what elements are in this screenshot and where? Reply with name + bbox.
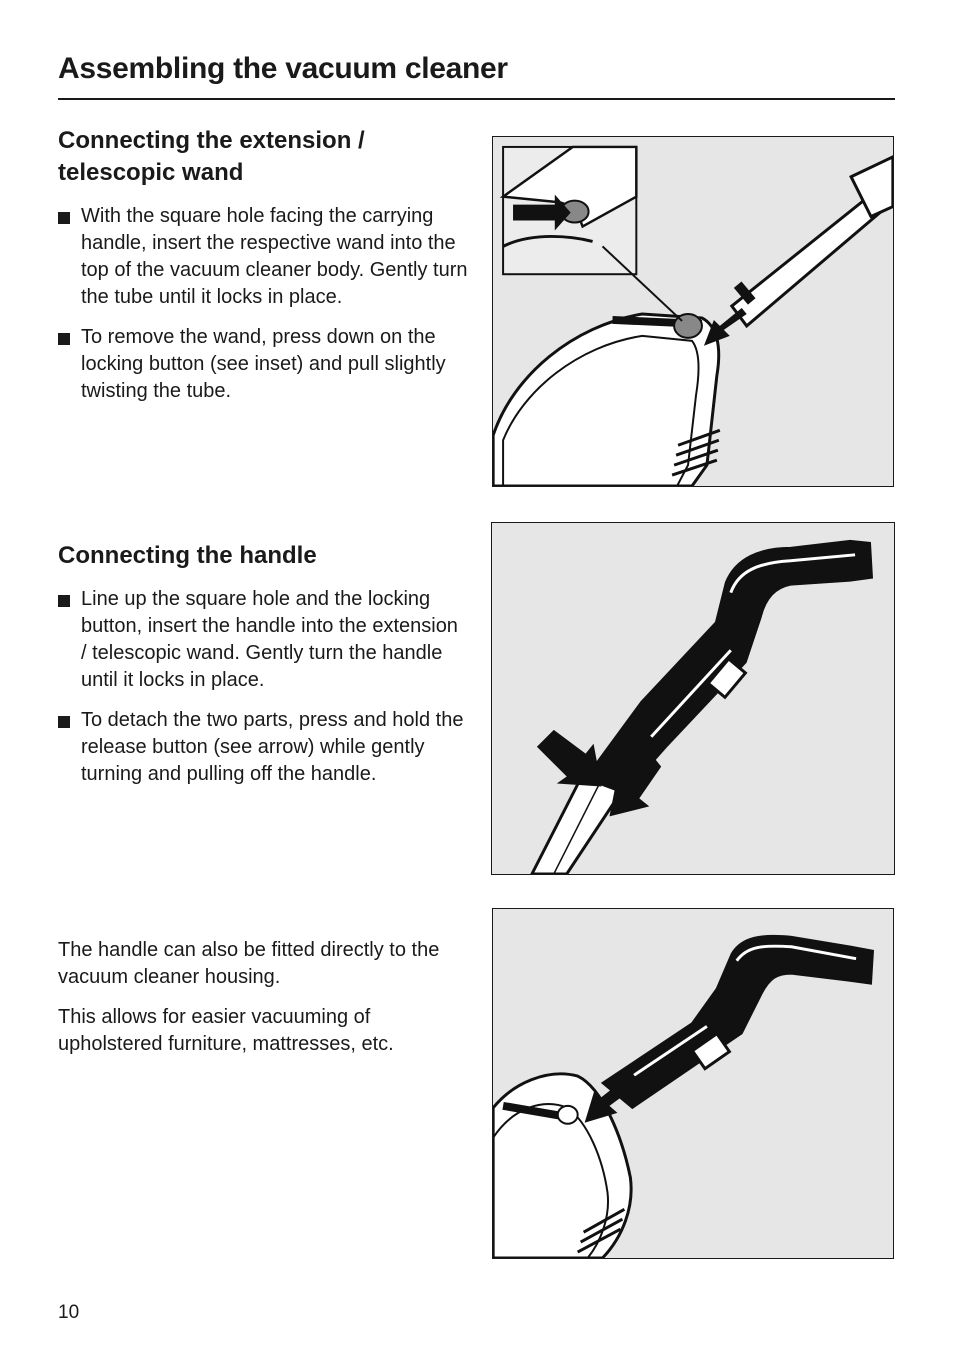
handle-attachment-illustration <box>492 523 894 874</box>
note-paragraph: This allows for easier vacuuming of upholstered furniture, mattresses, etc. <box>58 1006 394 1055</box>
figure-wand-insertion <box>492 136 894 487</box>
figure-handle-attachment <box>491 522 895 875</box>
title-divider <box>58 98 895 100</box>
note-paragraph: The handle can also be fitted directly to the vacuum cleaner housing. <box>58 939 440 988</box>
bullet-square-icon <box>58 212 70 224</box>
handle-on-housing-illustration <box>493 909 893 1258</box>
wand-instructions-list <box>58 203 468 418</box>
section-heading-handle: Connecting the handle <box>58 542 317 569</box>
page-title: Assembling the vacuum cleaner <box>58 52 508 85</box>
figure-handle-on-housing <box>492 908 894 1259</box>
handle-instructions-list <box>58 586 468 801</box>
list-item-text: To remove the wand, press down on the locking button (see inset) and pull slightly twisting the tube. <box>81 326 446 402</box>
list-item-text: With the square hole facing the carrying handle, insert the respective wand into the top of the vacuum cleaner body. Gently turn the tube until it locks in place. <box>81 205 468 308</box>
list-item <box>58 586 468 694</box>
list-item <box>58 203 468 311</box>
bullet-square-icon <box>58 716 70 728</box>
list-item <box>58 324 468 405</box>
list-item-text: To detach the two parts, press and hold the release button (see arrow) while gently turning and pulling off the handle. <box>81 709 464 785</box>
page-number: 10 <box>58 1302 80 1323</box>
wand-insertion-illustration <box>493 137 893 486</box>
bullet-square-icon <box>58 595 70 607</box>
list-item-text: Line up the square hole and the locking button, insert the handle into the extension / telescopic wand. Gently turn the handle until it locks in place. <box>81 588 458 691</box>
bullet-square-icon <box>58 333 70 345</box>
section-heading-wand: Connecting the extension / telescopic wand <box>58 127 365 186</box>
list-item <box>58 707 468 788</box>
